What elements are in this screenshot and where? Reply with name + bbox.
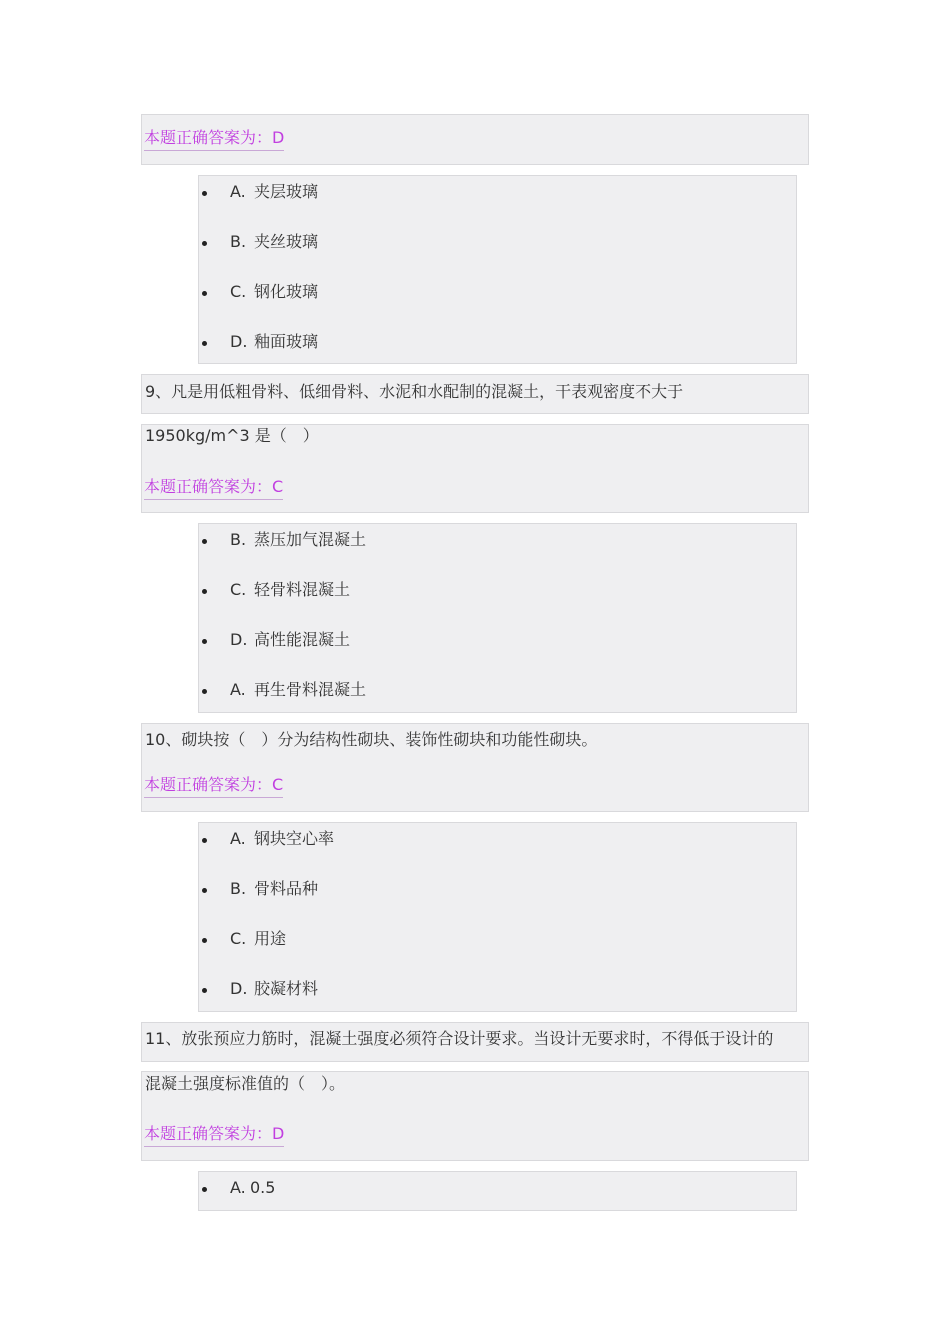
correct-answer: 本题正确答案为：D (144, 1123, 284, 1147)
bullet-icon (202, 938, 207, 943)
option-text: 钢块空心率 (254, 829, 335, 848)
option-letter: B. (230, 232, 247, 251)
option-text: 胶凝材料 (254, 979, 319, 998)
option-text: 0.5 (250, 1178, 276, 1197)
option-text: 夹层玻璃 (254, 182, 319, 201)
bullet-icon (202, 191, 207, 196)
list-item (199, 180, 796, 204)
options-list (198, 1171, 797, 1211)
bullet-icon (202, 639, 207, 644)
option-letter: C. (230, 580, 247, 599)
option-text: 蒸压加气混凝土 (254, 530, 367, 549)
option-text: 高性能混凝土 (254, 630, 351, 649)
bullet-icon (202, 1187, 207, 1192)
list-item (199, 927, 796, 951)
list-item (199, 678, 796, 702)
question-box (141, 374, 809, 414)
option-text: 骨料品种 (254, 879, 319, 898)
option-text: 轻骨料混凝土 (254, 580, 351, 599)
question-text: 混凝土强度标准值的（ ）。 (145, 1074, 346, 1093)
options-list (198, 822, 797, 1012)
question-answer-box (141, 424, 809, 513)
question-text: 10、砌块按（ ）分为结构性砌块、装饰性砌块和功能性砌块。 (145, 730, 598, 749)
question-text: 9、凡是用低粗骨料、低细骨料、水泥和水配制的混凝土，干表观密度不大于 (145, 382, 684, 401)
list-item (199, 230, 796, 254)
bullet-icon (202, 341, 207, 346)
option-letter: C. (230, 929, 247, 948)
list-item (199, 330, 796, 354)
option-text: 钢化玻璃 (254, 282, 319, 301)
question-answer-box (141, 1071, 809, 1161)
correct-answer: 本题正确答案为：C (144, 476, 283, 500)
question-box (141, 1022, 809, 1062)
option-letter: A. (230, 1178, 246, 1197)
option-letter: B. (230, 530, 247, 549)
options-list (198, 523, 797, 713)
option-text: 釉面玻璃 (254, 332, 319, 351)
option-letter: D. (230, 979, 248, 998)
bullet-icon (202, 589, 207, 594)
option-letter: D. (230, 630, 248, 649)
answer-box (141, 114, 809, 165)
option-letter: D. (230, 332, 248, 351)
bullet-icon (202, 241, 207, 246)
bullet-icon (202, 689, 207, 694)
list-item (199, 528, 796, 552)
list-item (199, 1176, 796, 1200)
question-text: 11、放张预应力筋时，混凝土强度必须符合设计要求。当设计无要求时，不得低于设计的 (145, 1029, 774, 1048)
list-item (199, 827, 796, 851)
option-text: 再生骨料混凝土 (254, 680, 367, 699)
option-text: 用途 (254, 929, 287, 948)
option-letter: B. (230, 879, 247, 898)
option-letter: C. (230, 282, 247, 301)
correct-answer: 本题正确答案为：D (144, 127, 284, 151)
bullet-icon (202, 291, 207, 296)
correct-answer: 本题正确答案为：C (144, 774, 283, 798)
list-item (199, 578, 796, 602)
option-text: 夹丝玻璃 (254, 232, 319, 251)
options-list (198, 175, 797, 364)
option-letter: A. (230, 829, 246, 848)
list-item (199, 877, 796, 901)
option-letter: A. (230, 680, 246, 699)
bullet-icon (202, 888, 207, 893)
bullet-icon (202, 988, 207, 993)
list-item (199, 280, 796, 304)
option-letter: A. (230, 182, 246, 201)
list-item (199, 977, 796, 1001)
bullet-icon (202, 838, 207, 843)
question-text: 1950kg/m^3 是（ ） (145, 426, 319, 445)
question-answer-box (141, 723, 809, 812)
list-item (199, 628, 796, 652)
bullet-icon (202, 539, 207, 544)
